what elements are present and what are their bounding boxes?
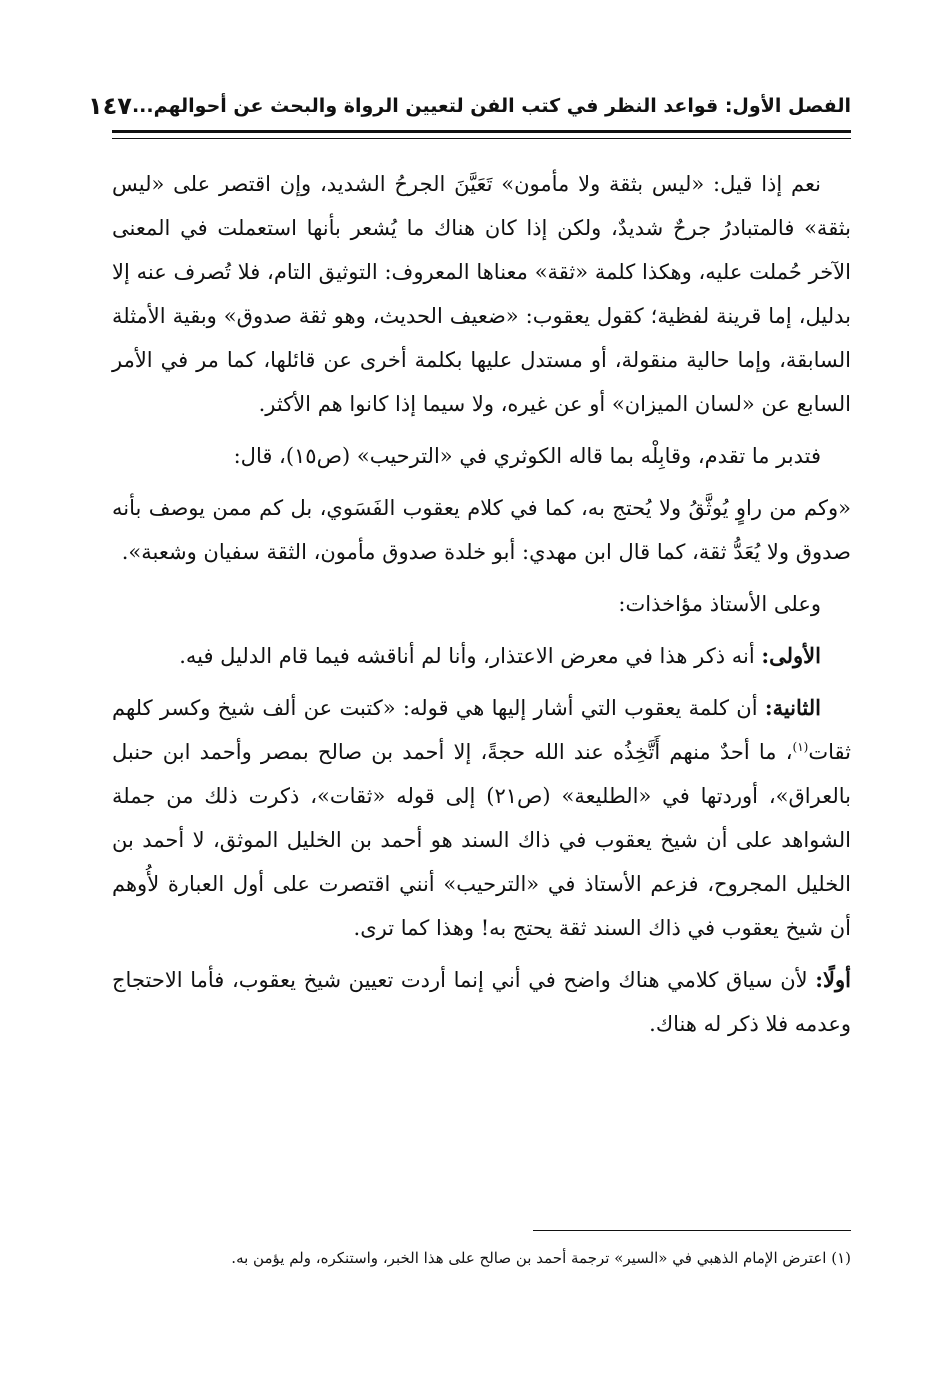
footnote: (١) اعترض الإمام الذهبي في «السير» ترجمة أحمد بن صالح على هذا الخبر، واستنكره، ولم يؤمن به. bbox=[231, 1249, 851, 1267]
second-text-a: أن كلمة يعقوب التي أشار إليها هي قوله: «كتبت عن ألف شيخ وكسر كلهم ثقات bbox=[112, 696, 851, 764]
footnote-rule bbox=[533, 1230, 851, 1231]
firstly-text: لأن سياق كلامي هناك واضح في أني إنما أردت تعيين شيخ يعقوب، فأما الاحتجاج وعدمه فلا ذكر له هناك. bbox=[112, 968, 851, 1036]
paragraph-3: وعلى الأستاذ مؤاخذات: bbox=[618, 592, 821, 616]
paragraph-first-objection bbox=[112, 634, 851, 678]
header-rule-thin bbox=[112, 138, 851, 139]
paragraph-second-objection bbox=[112, 686, 851, 950]
running-header bbox=[87, 86, 851, 126]
block-quote: «وكم من راوٍ يُوثَّقُ ولا يُحتج به، كما في كلام يعقوب الفَسَوي، بل كم ممن يوصف بأنه صدوق ولا يُعَدُّ ثقة، كما قال ابن مهدي: أبو خلدة صدوق مأمون، الثقة سفيان وشعبة». bbox=[112, 496, 851, 564]
first-text: أنه ذكر هذا في معرض الاعتذار، وأنا لم أناقشه فيما قام الدليل فيه. bbox=[179, 644, 762, 668]
body-text bbox=[112, 162, 851, 1046]
footnote-reference[interactable]: (١) bbox=[792, 740, 809, 754]
chapter-title: الفصل الأول: قواعد النظر في كتب الفن لتعيين الرواة والبحث عن أحوالهم... bbox=[131, 95, 851, 117]
second-label: الثانية: bbox=[764, 695, 821, 720]
firstly-label: أولًا: bbox=[815, 967, 851, 992]
paragraph-2: فتدبر ما تقدم، وقابِلْه بما قاله الكوثري في «الترحيب» (ص١٥)، قال: bbox=[233, 444, 821, 468]
paragraph-1: نعم إذا قيل: «ليس بثقة ولا مأمون» تَعَيَّنَ الجرحُ الشديد، وإن اقتصر على «ليس بثقة» فالمتبادرُ جرحٌ شديدٌ، ولكن إذا كان هناك ما يُشعر بأنها استعملت في المعنى الآخر حُملت عليه، وهكذا كلمة «ثقة» معناها المعروف: التوثيق التام، فلا تُصرف عنه إلا بدليل، إما قرينة لفظية؛ كقول يعقوب: «ضعيف الحديث، وهو ثقة صدوق» وبقية الأمثلة السابقة، وإما حالية منقولة، أو مستدل عليها بكلمة أخرى عن قائلها، كما مر في الأمر السابع عن «لسان الميزان» أو عن غيره، ولا سيما إذا كانوا هم الأكثر. bbox=[112, 172, 851, 416]
second-text-b: ، ما أحدٌ منهم أَتَّخِذُه عند الله حجةً، إلا أحمد بن صالح بمصر وأحمد ابن حنبل بالعراق»، أوردتها في «الطليعة» (ص٢١) إلى قوله «ثقات»، ذكرت ذلك من جملة الشواهد على أن شيخ يعقوب في ذاك السند هو أحمد بن الخليل الموثق، لا أحمد بن الخليل المجروح، فزعم الأستاذ في «الترحيب» أنني اقتصرت على أول العبارة لأُوهم أن شيخ يعقوب في ذاك السند ثقة يحتج به! وهذا كما ترى. bbox=[112, 740, 851, 940]
paragraph-firstly bbox=[112, 958, 851, 1046]
page-number: ١٤٧ bbox=[87, 92, 132, 120]
header-rule-thick bbox=[112, 130, 851, 133]
first-label: الأولى: bbox=[761, 643, 821, 668]
